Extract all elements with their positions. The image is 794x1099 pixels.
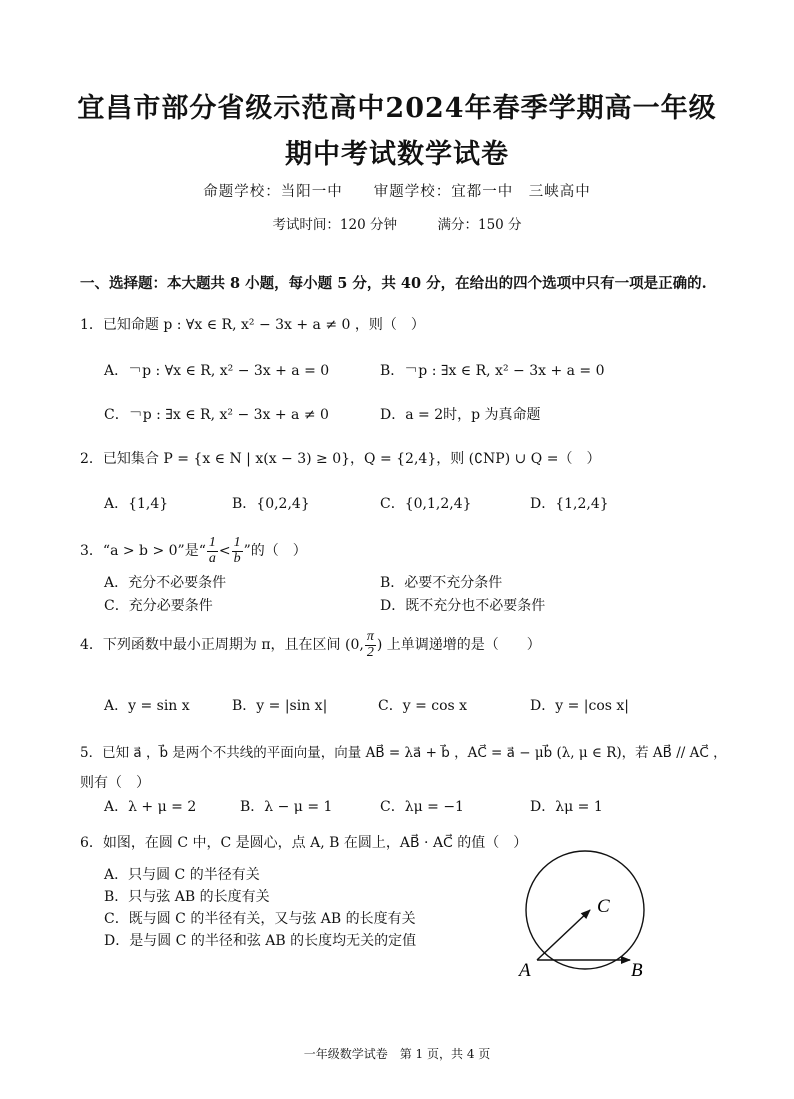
question-3-option-a: A．充分不必要条件	[104, 575, 227, 591]
question-6-option-c: C．既与圆 C 的半径有关，又与弦 AB 的长度有关	[104, 911, 416, 927]
exam-title-line1: 宜昌市部分省级示范高中2024年春季学期高一年级	[77, 93, 717, 124]
question-2-stem: 2．已知集合 P = {x ∈ N | x(x − 3) ≥ 0}，Q = {2,4}，则 (∁NP) ∪ Q =（ ）	[80, 451, 601, 467]
question-5-option-b: B．λ − μ = 1	[240, 799, 333, 815]
question-3-fraction-1: $\frac{1}{a}$	[208, 535, 216, 566]
question-1-stem: 1．已知命题 p : ∀x ∈ R, x² − 3x + a ≠ 0 ，则（ ）	[80, 317, 425, 333]
exam-time-score: 考试时间：120 分钟 满分：150 分	[272, 217, 522, 233]
circle-outline	[526, 851, 644, 969]
vector-ac-arrow	[537, 910, 590, 960]
exam-title-line2: 期中考试数学试卷	[285, 139, 509, 170]
question-5-stem-continued: 则有（ ）	[80, 775, 150, 791]
question-3-option-c: C．充分必要条件	[104, 598, 213, 614]
question-3-fraction-2: $\frac{1}{b}$	[233, 535, 241, 566]
question-4-fraction: $\frac{\pi}{2}$	[366, 629, 374, 660]
question-3-stem-prefix: 3．“a > b > 0”是“	[80, 543, 206, 560]
exam-setters: 命题学校：当阳一中 审题学校：宜都一中 三峡高中	[203, 184, 591, 200]
question-4-stem-suffix: ) 上单调递增的是（ ）	[376, 637, 541, 654]
question-1-option-a: A．￢p : ∀x ∈ R, x² − 3x + a = 0	[104, 363, 330, 379]
question-2-option-c: C．{0,1,2,4}	[380, 496, 472, 512]
question-6-option-b: B．只与弦 AB 的长度有关	[104, 889, 270, 905]
question-2-option-a: A．{1,4}	[104, 496, 169, 512]
question-4-stem	[80, 630, 541, 660]
section-heading: 一、选择题：本大题共 8 小题，每小题 5 分，共 40 分，在给出的四个选项中只有一项是正确的.	[80, 275, 707, 292]
question-4-option-c: C．y = cos x	[378, 698, 468, 714]
question-1-option-c: C．￢p : ∃x ∈ R, x² − 3x + a ≠ 0	[104, 407, 329, 423]
question-2-option-b: B．{0,2,4}	[232, 496, 310, 512]
question-5-option-d: D．λμ = 1	[530, 799, 603, 815]
question-3-less-than: <	[218, 543, 231, 560]
question-3-stem	[80, 536, 307, 566]
page-footer: 一年级数学试卷 第 1 页，共 4 页	[303, 1047, 491, 1061]
question-4-option-a: A．y = sin x	[104, 698, 190, 714]
question-3-option-b: B．必要不充分条件	[380, 575, 503, 591]
question-1-option-b: B．￢p : ∃x ∈ R, x² − 3x + a = 0	[380, 363, 605, 379]
question-5-stem: 5．已知 a⃗ ，b⃗ 是两个不共线的平面向量，向量 AB⃗ = λa⃗ + b⃗ ，AC⃗ = a⃗ − μb⃗ (λ, μ ∈ R)，若 AB⃗ // AC⃗ ，	[80, 745, 727, 761]
question-6-option-a: A．只与圆 C 的半径有关	[104, 867, 260, 883]
point-label-a: A	[519, 960, 531, 981]
question-4-option-d: D．y = |cos x|	[530, 698, 629, 714]
question-4-stem-prefix: 4．下列函数中最小正周期为 π，且在区间 (0,	[80, 637, 364, 654]
question-3-stem-suffix: ”的（ ）	[243, 543, 307, 560]
question-5-option-c: C．λμ = −1	[380, 799, 464, 815]
question-5-option-a: A．λ + μ = 2	[104, 799, 197, 815]
circle-figure	[515, 850, 665, 985]
question-4-option-b: B．y = |sin x|	[232, 698, 328, 714]
point-label-b: B	[631, 960, 643, 981]
point-label-c: C	[597, 896, 610, 917]
question-6-option-d: D．是与圆 C 的半径和弦 AB 的长度均无关的定值	[104, 933, 417, 949]
question-1-option-d: D．a = 2时，p 为真命题	[380, 407, 541, 423]
question-2-option-d: D．{1,2,4}	[530, 496, 609, 512]
question-6-stem: 6．如图，在圆 C 中，C 是圆心，点 A, B 在圆上，AB⃗ · AC⃗ 的值（ ）	[80, 835, 528, 851]
question-3-option-d: D．既不充分也不必要条件	[380, 598, 546, 614]
